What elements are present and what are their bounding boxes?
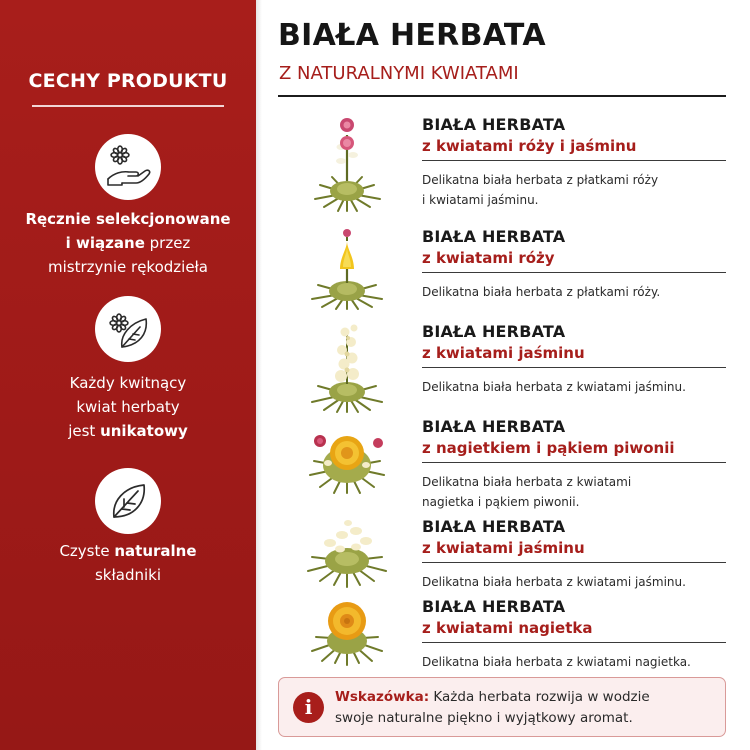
feature-unique-text-1: Każdy kwitnący (69, 374, 187, 392)
page-subtitle: Z NATURALNYMI KWIATAMI (279, 63, 519, 84)
tea-divider (422, 562, 726, 563)
sidebar-divider (32, 105, 224, 107)
feature-natural (0, 539, 256, 587)
tea-name: BIAŁA HERBATA (422, 417, 566, 436)
tea-description (422, 652, 722, 672)
sidebar-shadow (256, 0, 262, 750)
page-title: BIAŁA HERBATA (278, 18, 546, 53)
blooming-tea-image (300, 417, 395, 517)
feature-unique-text-3: jest (68, 422, 101, 440)
feature-natural-text-2: składniki (94, 566, 161, 584)
tea-divider (422, 462, 726, 463)
tip-text (335, 687, 720, 729)
tea-flavor: z kwiatami róży i jaśminu (422, 137, 637, 155)
sidebar-title: CECHY PRODUKTU (28, 70, 228, 92)
feature-handmade (0, 207, 256, 279)
feature-handmade-text-2: przez (144, 234, 191, 252)
tea-description-line: Delikatna biała herbata z kwiatami (422, 475, 632, 489)
title-divider (278, 95, 726, 97)
tea-description (422, 377, 722, 397)
tea-description (422, 472, 722, 512)
tea-flavor: z nagietkiem i pąkiem piwonii (422, 439, 675, 457)
blooming-tea-image (300, 227, 395, 327)
tea-name: BIAŁA HERBATA (422, 597, 566, 616)
tea-name: BIAŁA HERBATA (422, 227, 566, 246)
info-icon: i (293, 692, 324, 723)
tea-flavor: z kwiatami jaśminu (422, 539, 585, 557)
blooming-tea-image (300, 322, 395, 422)
tea-item (300, 517, 730, 592)
tea-flavor: z kwiatami jaśminu (422, 344, 585, 362)
flower-and-leaf-icon (95, 296, 161, 362)
tea-description-line: Delikatna biała herbata z płatkami róży. (422, 285, 661, 299)
tea-description-line: Delikatna biała herbata z płatkami róży (422, 173, 659, 187)
tea-item (300, 115, 730, 215)
feature-natural-text-1: Czyste (59, 542, 115, 560)
tea-name: BIAŁA HERBATA (422, 115, 566, 134)
tea-description-line: Delikatna biała herbata z kwiatami jaśminu. (422, 380, 686, 394)
tea-divider (422, 367, 726, 368)
features-sidebar (0, 0, 256, 750)
tea-description (422, 282, 722, 302)
feature-unique (0, 371, 256, 443)
tea-divider (422, 160, 726, 161)
tea-item (300, 417, 730, 509)
tea-description-line: Delikatna biała herbata z kwiatami nagietka. (422, 655, 691, 669)
tea-flavor: z kwiatami nagietka (422, 619, 593, 637)
feature-natural-strong: naturalne (114, 542, 197, 560)
feature-handmade-strong: Ręcznie selekcjonowane (25, 210, 231, 228)
tea-item (300, 597, 730, 672)
leaf-icon (95, 468, 161, 534)
tea-name: BIAŁA HERBATA (422, 517, 566, 536)
feature-unique-text-2: kwiat herbaty (76, 398, 180, 416)
tea-item (300, 227, 730, 307)
tip-label: Wskazówka: (335, 689, 430, 705)
feature-handmade-text-3: mistrzynie rękodzieła (47, 258, 209, 276)
tea-description (422, 170, 722, 210)
feature-unique-strong: unikatowy (100, 422, 188, 440)
tea-description-line: Delikatna biała herbata z kwiatami jaśminu. (422, 575, 686, 589)
tea-divider (422, 642, 726, 643)
tea-divider (422, 272, 726, 273)
tea-description-line: nagietka i pąkiem piwonii. (422, 495, 580, 509)
tea-description-line: i kwiatami jaśminu. (422, 193, 539, 207)
feature-handmade-strong-2: i wiązane (65, 234, 145, 252)
tea-name: BIAŁA HERBATA (422, 322, 566, 341)
tea-item (300, 322, 730, 412)
tea-flavor: z kwiatami róży (422, 249, 555, 267)
tip-line-1: Każda herbata rozwija w wodzie (429, 689, 650, 705)
hand-holding-flower-icon (95, 134, 161, 200)
tea-description (422, 572, 722, 592)
blooming-tea-image (300, 115, 395, 215)
tip-box (278, 677, 726, 737)
tip-line-2: swoje naturalne piękno i wyjątkowy aromat. (335, 710, 633, 726)
